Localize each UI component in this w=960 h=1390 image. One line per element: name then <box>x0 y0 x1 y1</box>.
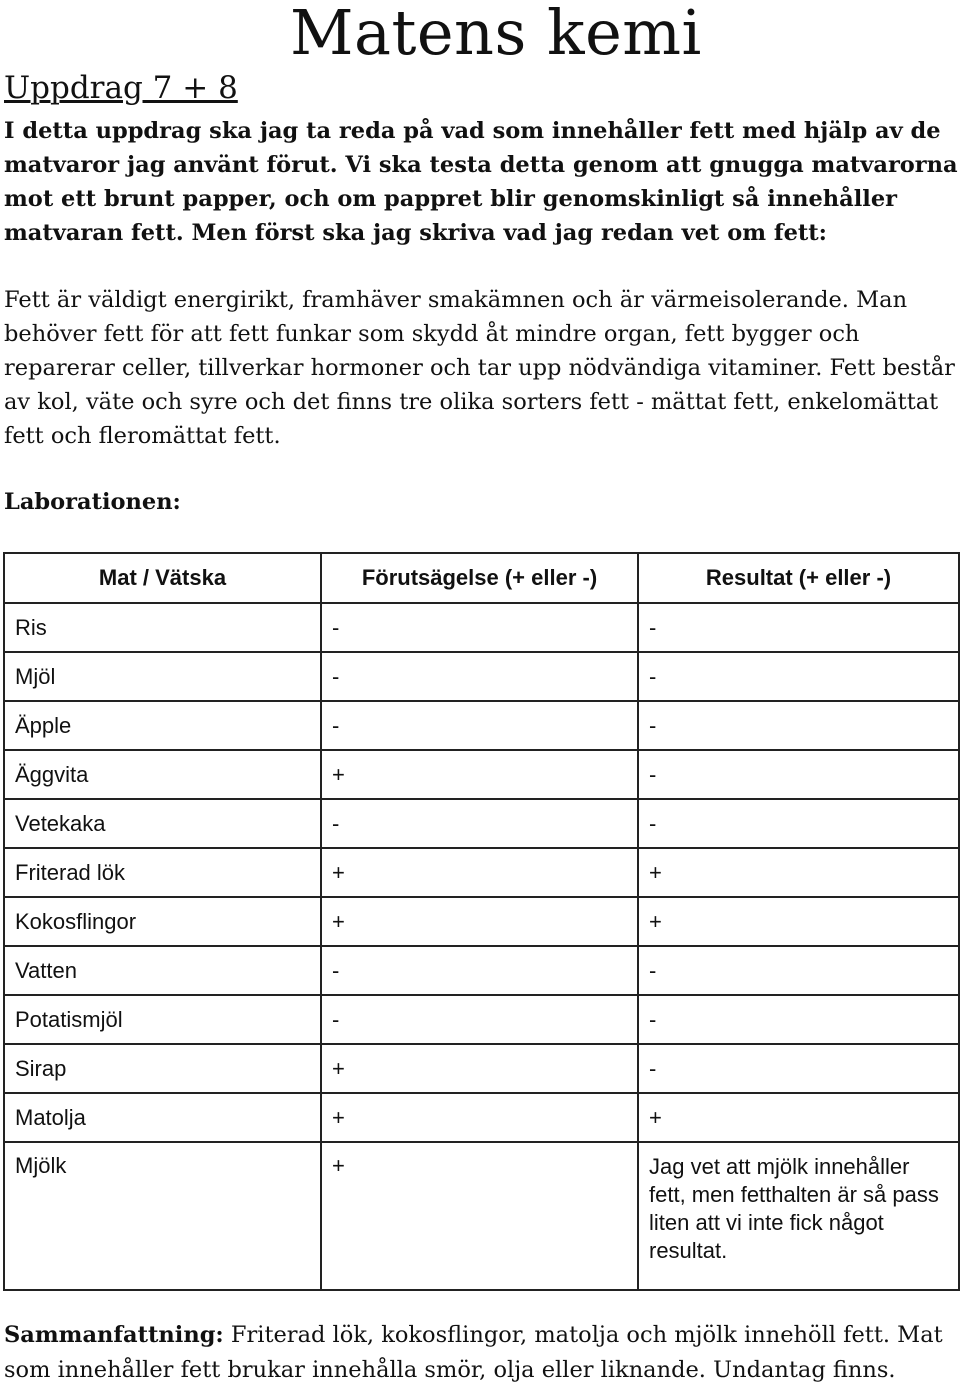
prediction-cell: + <box>321 750 638 799</box>
food-cell: Sirap <box>4 1044 321 1093</box>
result-cell: - <box>638 750 959 799</box>
food-cell: Vetekaka <box>4 799 321 848</box>
table-row <box>4 897 959 946</box>
food-cell: Vatten <box>4 946 321 995</box>
table-row <box>4 1044 959 1093</box>
result-cell: - <box>638 652 959 701</box>
result-cell: - <box>638 1044 959 1093</box>
result-cell: - <box>638 995 959 1044</box>
summary-text: Friterad lök, kokosflingor, matolja och mjölk innehöll fett. Mat som innehåller fett brukar innehålla smör, olja eller liknande. Undantag finns. <box>4 1322 943 1383</box>
assignment-heading: Uppdrag 7 + 8 <box>4 70 238 106</box>
result-cell: + <box>638 1093 959 1142</box>
lab-heading: Laborationen: <box>4 489 181 515</box>
food-cell: Mjölk <box>4 1142 321 1290</box>
prediction-cell: - <box>321 995 638 1044</box>
table-row <box>4 1093 959 1142</box>
summary-paragraph <box>4 1318 959 1388</box>
result-cell: + <box>638 897 959 946</box>
prediction-cell: - <box>321 652 638 701</box>
result-cell: - <box>638 799 959 848</box>
prediction-cell: + <box>321 1142 638 1290</box>
intro-paragraph: I detta uppdrag ska jag ta reda på vad som innehåller fett med hjälp av de matvaror jag använt förut. Vi ska testa detta genom att gnugga matvarorna mot ett brunt papper, och om pappret blir genomskinligt så innehåller matvaran fett. Men först ska jag skriva vad jag redan vet om fett: <box>4 118 958 246</box>
food-cell: Äpple <box>4 701 321 750</box>
prediction-cell: - <box>321 799 638 848</box>
table-row <box>4 799 959 848</box>
table-row <box>4 995 959 1044</box>
result-cell: - <box>638 603 959 652</box>
summary-label: Sammanfattning: <box>4 1322 224 1348</box>
results-table <box>3 552 960 1291</box>
food-cell: Kokosflingor <box>4 897 321 946</box>
food-cell: Mjöl <box>4 652 321 701</box>
prediction-cell: + <box>321 1093 638 1142</box>
table-row <box>4 750 959 799</box>
result-cell: + <box>638 848 959 897</box>
column-header-result: Resultat (+ eller -) <box>638 553 959 603</box>
food-cell: Matolja <box>4 1093 321 1142</box>
page-title: Matens kemi <box>290 0 702 69</box>
result-cell: - <box>638 701 959 750</box>
prediction-cell: + <box>321 897 638 946</box>
table-row <box>4 946 959 995</box>
facts-paragraph: Fett är väldigt energirikt, framhäver smakämnen och är värmeisolerande. Man behöver fett för att fett funkar som skydd åt mindre organ, fett bygger och reparerar celler, tillverkar hormoner och tar upp nödvändiga vitaminer. Fett består av kol, väte och syre och det finns tre olika sorters fett - mättat fett, enkelomättat fett och fleromättat fett. <box>4 287 955 449</box>
table-row <box>4 848 959 897</box>
table-row <box>4 603 959 652</box>
result-note-cell: Jag vet att mjölk innehåller fett, men fetthalten är så pass liten att vi inte fick något resultat. <box>638 1142 959 1290</box>
result-cell: - <box>638 946 959 995</box>
prediction-cell: - <box>321 603 638 652</box>
column-header-food: Mat / Vätska <box>4 553 321 603</box>
prediction-cell: - <box>321 701 638 750</box>
table-row <box>4 1142 959 1290</box>
table-row <box>4 701 959 750</box>
prediction-cell: + <box>321 848 638 897</box>
prediction-cell: + <box>321 1044 638 1093</box>
food-cell: Äggvita <box>4 750 321 799</box>
food-cell: Ris <box>4 603 321 652</box>
column-header-prediction: Förutsägelse (+ eller -) <box>321 553 638 603</box>
table-row <box>4 652 959 701</box>
food-cell: Potatismjöl <box>4 995 321 1044</box>
table-header-row <box>4 553 959 603</box>
prediction-cell: - <box>321 946 638 995</box>
food-cell: Friterad lök <box>4 848 321 897</box>
